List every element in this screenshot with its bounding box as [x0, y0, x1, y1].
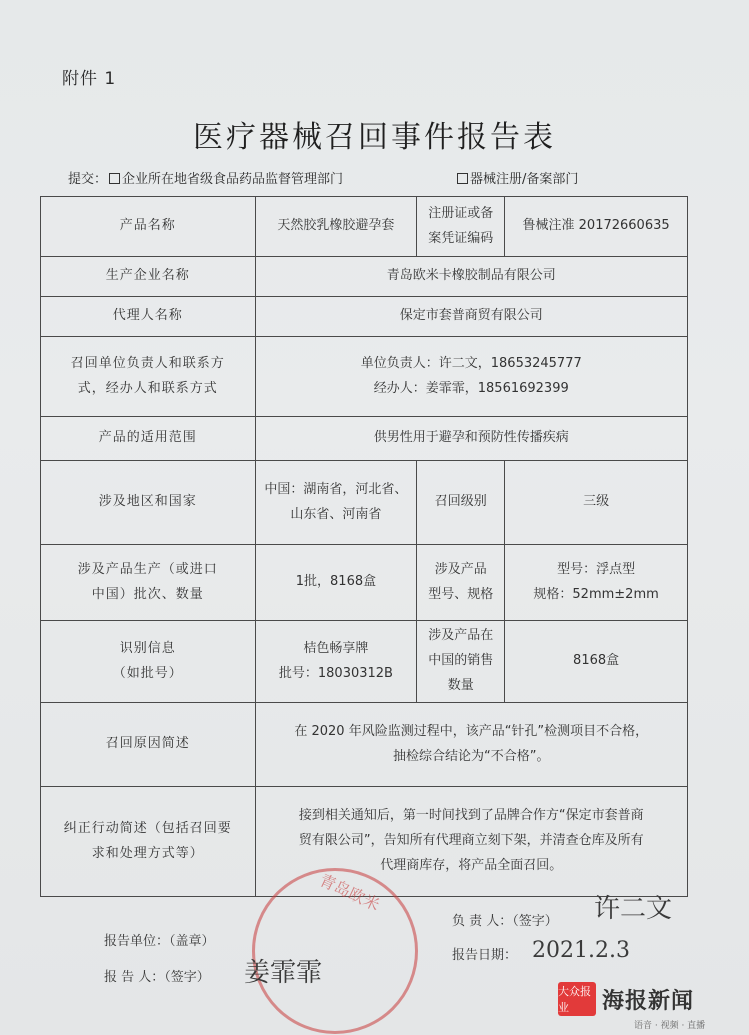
contact-value: 单位负责人：许二文，18653245777 经办人：姜霏霏，18561692399: [255, 337, 687, 417]
action-label: 纠正行动简述（包括召回要 求和处理方式等）: [41, 787, 256, 897]
scope-label: 产品的适用范围: [41, 417, 256, 461]
product-name-label: 产品名称: [41, 197, 256, 257]
sales-label: 涉及产品在 中国的销售 数量: [417, 621, 505, 703]
manufacturer-value: 青岛欧米卡橡胶制品有限公司: [255, 257, 687, 297]
sales-value: 8168盒: [505, 621, 688, 703]
scope-value: 供男性用于避孕和预防性传播疾病: [255, 417, 687, 461]
table-row: [41, 297, 688, 337]
submit-option-provincial: 企业所在地省级食品药品监督管理部门: [122, 172, 344, 187]
region-value: 中国：湖南省，河北省、 山东省、河南省: [255, 461, 417, 545]
reg-no-value: 鲁械注准 20172660635: [505, 197, 688, 257]
checkbox-provincial[interactable]: [109, 173, 120, 184]
submit-option-registry: 器械注册/备案部门: [470, 172, 579, 187]
table-row: [41, 703, 688, 787]
reporter-label: 报 告 人：（签字）: [104, 970, 210, 985]
table-row: [41, 461, 688, 545]
batch-value: 1批，8168盒: [255, 545, 417, 621]
batch-label: 涉及产品生产（或进口 中国）批次、数量: [41, 545, 256, 621]
model-value: 型号：浮点型 规格：52mm±2mm: [505, 545, 688, 621]
id-value: 桔色畅享牌 批号：18030312B: [255, 621, 417, 703]
agent-label: 代理人名称: [41, 297, 256, 337]
reg-no-label: 注册证或备 案凭证编码: [417, 197, 505, 257]
responsible-label: 负 责 人：（签字）: [452, 914, 558, 929]
report-date-label: 报告日期：: [452, 948, 518, 963]
table-row: [41, 621, 688, 703]
model-label: 涉及产品 型号、规格: [417, 545, 505, 621]
manufacturer-label: 生产企业名称: [41, 257, 256, 297]
seal-text: 青岛欧米: [316, 870, 383, 915]
agent-value: 保定市套普商贸有限公司: [255, 297, 687, 337]
reason-label: 召回原因简述: [41, 703, 256, 787]
table-row: [41, 545, 688, 621]
region-label: 涉及地区和国家: [41, 461, 256, 545]
watermark-name: 海报新闻: [602, 988, 695, 1014]
report-unit-label: 报告单位：（盖章）: [104, 934, 215, 949]
newspaper-badge-icon: 大众报业: [558, 982, 596, 1016]
watermark-sub: 语音 · 视频 · 直播: [634, 1021, 706, 1031]
submit-to-registry: [455, 168, 578, 187]
reporter-signature: 姜霏霏: [244, 958, 323, 988]
level-value: 三级: [505, 461, 688, 545]
table-row: [41, 257, 688, 297]
level-label: 召回级别: [417, 461, 505, 545]
table-row: [41, 337, 688, 417]
page-title: 医疗器械召回事件报告表: [193, 120, 556, 155]
table-row: [41, 197, 688, 257]
attachment-label: 附件 1: [62, 69, 117, 89]
responsible-signature: 许二文: [594, 894, 673, 924]
submit-label: 提交：: [68, 172, 108, 187]
product-name-value: 天然胶乳橡胶避孕套: [255, 197, 417, 257]
action-value: 接到相关通知后，第一时间找到了品牌合作方“保定市套普商 贸有限公司”，告知所有代理商立刻下架，并清查仓库及所有 代理商库存，将产品全面召回。: [255, 787, 687, 897]
table-row: [41, 417, 688, 461]
watermark-logo: [558, 981, 738, 1017]
checkbox-registry[interactable]: [457, 173, 468, 184]
contact-label: 召回单位负责人和联系方 式，经办人和联系方式: [41, 337, 256, 417]
id-label: 识别信息 （如批号）: [41, 621, 256, 703]
report-date-value: 2021.2.3: [532, 938, 630, 963]
reason-value: 在 2020 年风险监测过程中，该产品“针孔”检测项目不合格， 抽检综合结论为“不合格”。: [255, 703, 687, 787]
recall-report-table: [40, 196, 688, 897]
submit-to: [68, 168, 343, 187]
